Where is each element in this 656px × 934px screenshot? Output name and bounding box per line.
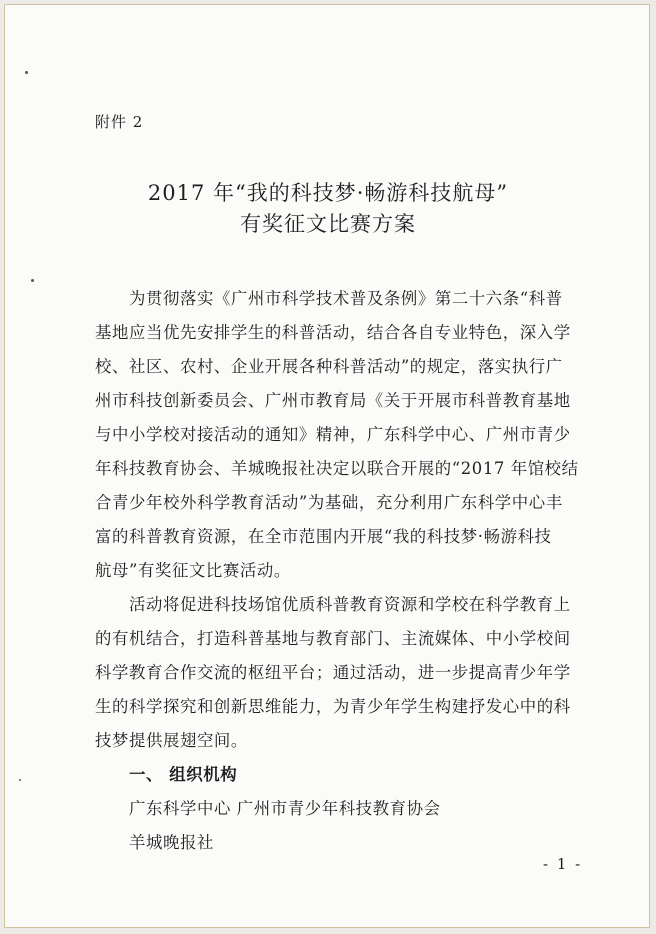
paragraph-line: 基地应当优先安排学生的科普活动，结合各自专业特色，深入学 xyxy=(95,323,571,342)
paragraph-line: 为贯彻落实《广州市科学技术普及条例》第二十六条“科普 xyxy=(129,289,563,308)
scan-speck xyxy=(25,71,28,74)
paragraph-line: 富的科普教育资源，在全市范围内开展“我的科技梦·畅游科技 xyxy=(95,527,552,546)
paragraph-line: 的有机结合，打造科普基地与教育部门、主流媒体、中小学校间 xyxy=(95,629,571,648)
scan-speck xyxy=(19,779,21,781)
paragraph-line: 活动将促进科技场馆优质科普教育资源和学校在科学教育上 xyxy=(129,595,571,614)
organizers-line: 羊城晚报社 xyxy=(129,833,214,852)
page-number: - 1 - xyxy=(543,855,583,873)
attachment-label: 附件 2 xyxy=(95,113,144,131)
document-title-line-2: 有奖征文比赛方案 xyxy=(240,212,416,236)
paragraph-line: 科学教育合作交流的枢纽平台；通过活动，进一步提高青少年学 xyxy=(95,663,571,682)
paragraph-line: 合青少年校外科学教育活动”为基础，充分利用广东科学中心丰 xyxy=(95,493,563,512)
document-title-line-1: 2017 年“我的科技梦·畅游科技航母” xyxy=(147,181,509,205)
paragraph-line: 与中小学校对接活动的通知》精神，广东科学中心、广州市青少 xyxy=(95,425,571,444)
paragraph-line: 州市科技创新委员会、广州市教育局《关于开展市科普教育基地 xyxy=(95,391,571,410)
organizers-line: 广东科学中心 广州市青少年科技教育协会 xyxy=(129,799,441,818)
paragraph-line: 校、社区、农村、企业开展各种科普活动”的规定，落实执行广 xyxy=(95,357,563,376)
paragraph-line: 生的科学探究和创新思维能力，为青少年学生构建抒发心中的科 xyxy=(95,697,571,716)
section-heading-organization: 一、 组织机构 xyxy=(129,765,238,784)
paragraph-line: 年科技教育协会、羊城晚报社决定以联合开展的“2017 年馆校结 xyxy=(95,459,579,478)
paragraph-line: 航母”有奖征文比赛活动。 xyxy=(95,561,291,580)
document-page xyxy=(4,4,650,928)
paragraph-line: 技梦提供展翅空间。 xyxy=(95,731,248,750)
scan-speck xyxy=(31,279,34,282)
